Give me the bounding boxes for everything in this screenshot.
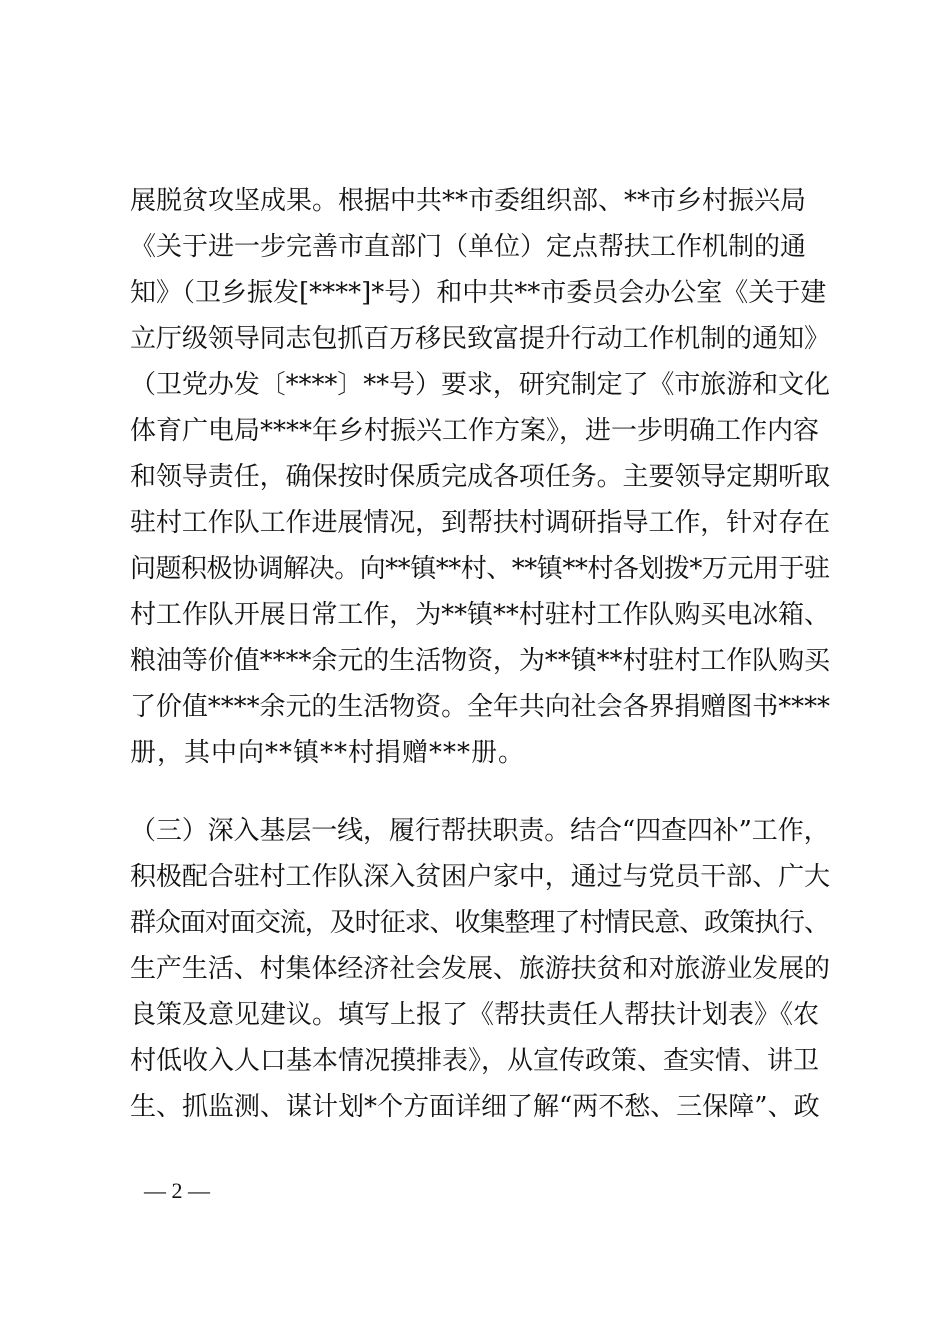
text-line: 《关于进一步完善市直部门（单位）定点帮扶工作机制的通 — [130, 232, 807, 262]
text-line: 生、抓监测、谋计划*个方面详细了解“两不愁、三保障”、政 — [130, 1092, 820, 1122]
text-line: （卫党办发〔****〕**号）要求，研究制定了《市旅游和文化 — [130, 370, 830, 400]
text-line: 立厅级领导同志包抓百万移民致富提升行动工作机制的通知》 — [130, 324, 830, 354]
text-line: 粮油等价值****余元的生活物资，为**镇**村驻村工作队购买 — [130, 646, 830, 676]
page-number: — 2 — — [144, 1178, 210, 1203]
text-line: 积极配合驻村工作队深入贫困户家中，通过与党员干部、广大 — [130, 862, 830, 892]
text-line: 了价值****余元的生活物资。全年共向社会各界捐赠图书**** — [130, 692, 830, 722]
text-line: 展脱贫攻坚成果。根据中共**市委组织部、**市乡村振兴局 — [130, 186, 807, 216]
text-line: 群众面对面交流，及时征求、收集整理了村情民意、政策执行、 — [130, 908, 829, 938]
text-line: 村低收入人口基本情况摸排表》，从宣传政策、查实情、讲卫 — [130, 1046, 820, 1076]
section-heading-line: （三）深入基层一线，履行帮扶职责。结合“四查四补”工作， — [130, 816, 830, 846]
text-line: 册，其中向**镇**村捐赠***册。 — [130, 738, 526, 768]
text-line: 生产生活、村集体经济社会发展、旅游扶贫和对旅游业发展的 — [130, 954, 830, 984]
text-line: 和领导责任，确保按时保质完成各项任务。主要领导定期听取 — [130, 462, 830, 492]
text-line: 问题积极协调解决。向**镇**村、**镇**村各划拨*万元用于驻 — [130, 554, 830, 584]
text-line: 体育广电局****年乡村振兴工作方案》，进一步明确工作内容 — [130, 416, 820, 446]
text-line: 驻村工作队工作进展情况，到帮扶村调研指导工作，针对存在 — [130, 508, 830, 538]
text-line: 村工作队开展日常工作，为**镇**村驻村工作队购买电冰箱、 — [130, 600, 830, 630]
text-line: 知》（卫乡振发[****]*号）和中共**市委员会办公室《关于建 — [130, 278, 827, 308]
text-line: 良策及意见建议。填写上报了《帮扶责任人帮扶计划表》《农 — [130, 1000, 820, 1030]
